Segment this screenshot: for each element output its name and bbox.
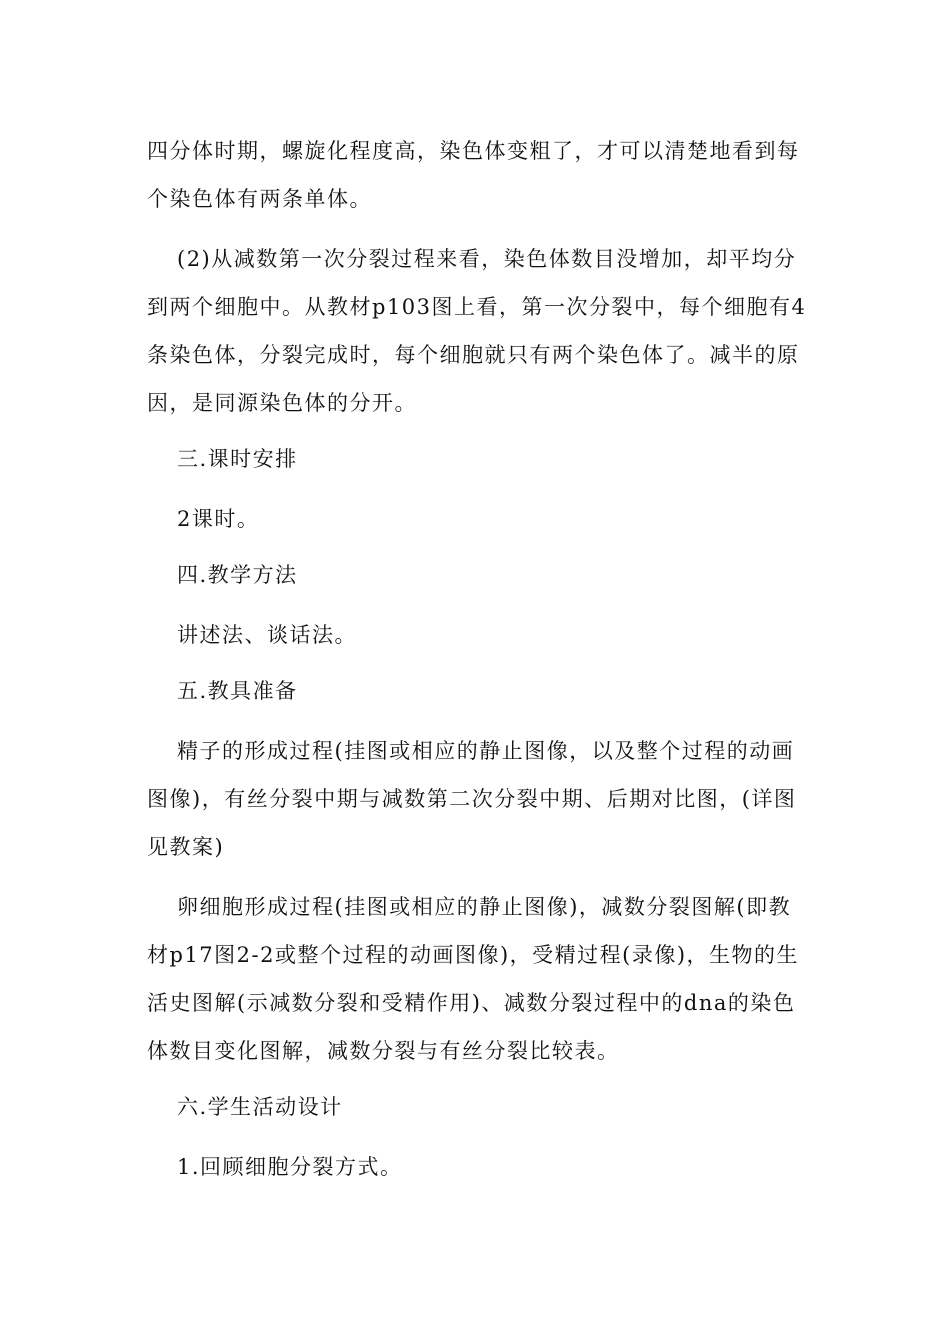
paragraph-meiosis-first-division: (2)从减数第一次分裂过程来看，染色体数目没增加，却平均分到两个细胞中。从教材p103图上看，第一次分裂中，每个细胞有4条染色体，分裂完成时，每个细胞就只有两个染色体了。减半的原因，是同源染色体的分开。 — [147, 247, 807, 415]
section-heading-teaching-methods: 四.教学方法 — [177, 563, 298, 587]
section-heading-class-hours: 三.课时安排 — [177, 447, 298, 471]
paragraph-egg-formation-aids: 卵细胞形成过程(挂图或相应的静止图像)，减数分裂图解(即教材p17图2-2或整个过程的动画图像)，受精过程(录像)，生物的生活史图解(示减数分裂和受精作用)、减数分裂过程中的dna的染色体数目变化图解，减数分裂与有丝分裂比较表。 — [147, 895, 800, 1063]
document-page — [147, 127, 807, 1191]
section-heading-teaching-aids: 五.教具准备 — [177, 679, 298, 703]
paragraph-sperm-formation-aids: 精子的形成过程(挂图或相应的静止图像，以及整个过程的动画图像)，有丝分裂中期与减数第二次分裂中期、后期对比图，(详图见教案) — [147, 739, 797, 859]
paragraph-review-cell-division: 1.回顾细胞分裂方式。 — [177, 1155, 403, 1179]
paragraph-class-hours: 2课时。 — [177, 507, 260, 531]
paragraph-teaching-methods: 讲述法、谈话法。 — [177, 623, 357, 647]
section-heading-student-activities: 六.学生活动设计 — [177, 1095, 343, 1119]
paragraph-tetrad-stage: 四分体时期，螺旋化程度高，染色体变粗了，才可以清楚地看到每个染色体有两条单体。 — [147, 139, 800, 211]
